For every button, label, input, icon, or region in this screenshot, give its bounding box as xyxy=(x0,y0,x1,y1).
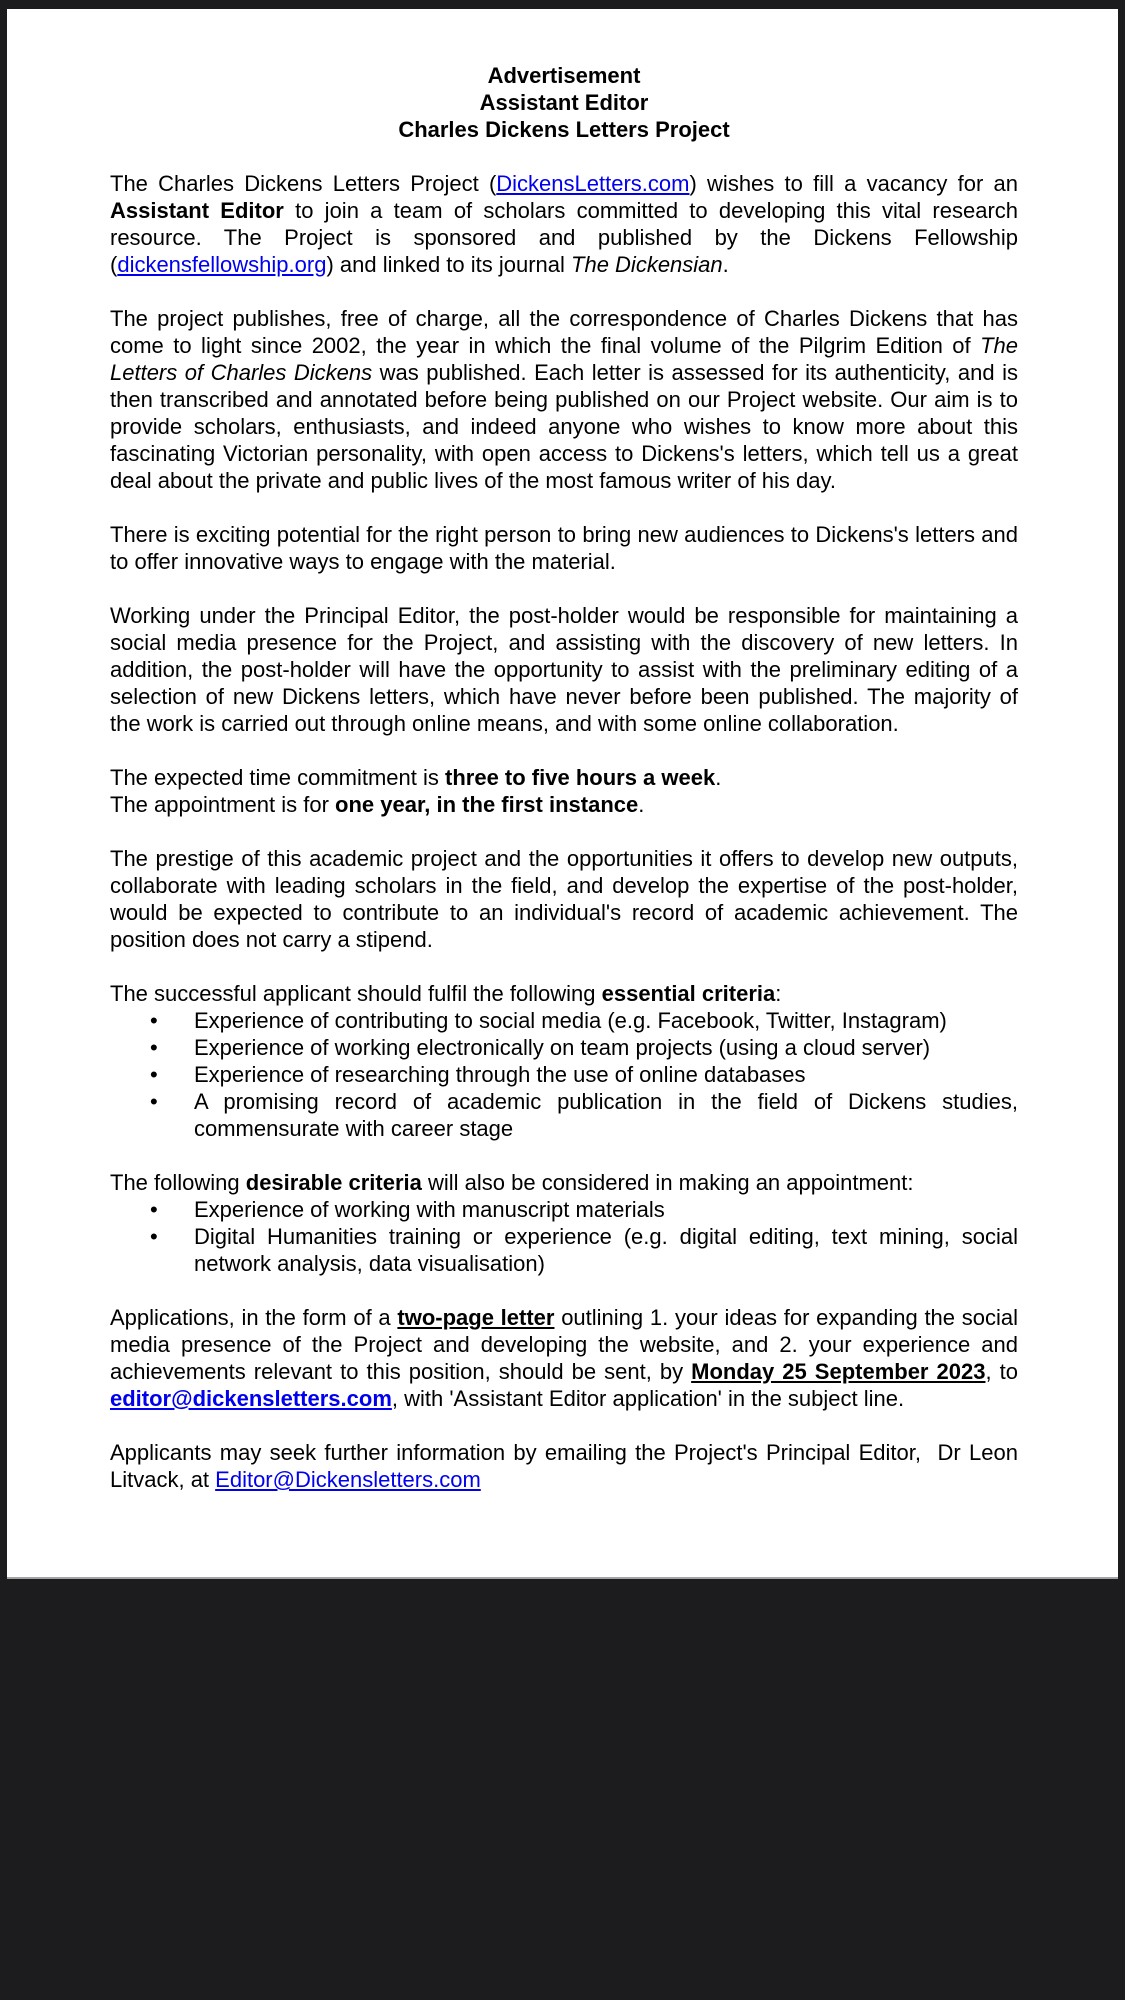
text-segment: The project publishes, free of charge, all the correspondence of Charles Dickens that has come to light since 2002, the year in which the final volume of the Pilgrim Edition of xyxy=(110,306,1018,358)
text-segment: The Dickensian xyxy=(571,252,723,277)
text-segment: A promising record of academic publication in the field of Dickens studies, commensurate with career stage xyxy=(194,1089,1018,1141)
title-line-role: Assistant Editor xyxy=(479,90,649,115)
paragraph-applications xyxy=(110,1304,1018,1412)
text-segment: The Letters of Charles Dickens xyxy=(110,333,1018,385)
document-title-block xyxy=(110,62,1018,143)
text-segment: , to xyxy=(985,1359,1018,1384)
text-segment: essential criteria xyxy=(601,981,776,1006)
line-appointment-term xyxy=(110,791,1018,818)
text-segment: one year, in the first instance xyxy=(335,792,639,817)
text-segment: The following xyxy=(110,1170,246,1195)
criteria-item xyxy=(194,1061,1018,1088)
essential-criteria-list xyxy=(110,1007,1018,1142)
text-segment: will also be considered in making an appointment: xyxy=(421,1170,914,1195)
paragraph-potential xyxy=(110,521,1018,575)
desirable-criteria-list xyxy=(110,1196,1018,1277)
paragraph-prestige xyxy=(110,845,1018,953)
text-segment: : xyxy=(775,981,782,1006)
criteria-item xyxy=(194,1034,1018,1061)
text-segment: The expected time commitment is xyxy=(110,765,446,790)
text-segment: Experience of working with manuscript materials xyxy=(194,1197,665,1222)
text-segment: ) and linked to its journal xyxy=(326,252,572,277)
document-body xyxy=(7,9,1118,1493)
text-segment: Assistant Editor xyxy=(110,198,284,223)
document-page xyxy=(7,9,1118,1579)
text-segment: , with 'Assistant Editor application' in the subject line. xyxy=(391,1386,905,1411)
text-segment: The successful applicant should fulfil the following xyxy=(110,981,602,1006)
text-segment: three to five hours a week xyxy=(445,765,716,790)
paragraph-vacancy xyxy=(110,170,1018,278)
text-segment: desirable criteria xyxy=(245,1170,422,1195)
inline-link[interactable]: editor@dickensletters.com xyxy=(110,1386,392,1411)
paragraph-further-information xyxy=(110,1439,1018,1493)
inline-link[interactable]: Editor@Dickensletters.com xyxy=(215,1467,481,1492)
text-segment: to join a team of scholars committed to developing this vital research resource. The Project is sponsored and published by the Dickens Fellowship ( xyxy=(110,198,1019,277)
text-segment: . xyxy=(715,765,722,790)
text-segment: Working under the Principal Editor, the post-holder would be responsible for maintaining a social media presence for the Project, and assisting with the discovery of new letters. In addition, the post-holder will have the opportunity to assist with the preliminary editing of a selection of new Dickens letters, which have never before been published. The majority of the work is carried out through online means, and with some online collaboration. xyxy=(110,603,1018,736)
text-segment: . xyxy=(638,792,645,817)
title-line-project: Charles Dickens Letters Project xyxy=(398,117,730,142)
text-segment: Experience of working electronically on team projects (using a cloud server) xyxy=(194,1035,931,1060)
text-segment: Experience of contributing to social media (e.g. Facebook, Twitter, Instagram) xyxy=(194,1008,947,1033)
text-segment: was published. Each letter is assessed for its authenticity, and is then transcribed and annotated before being published on our Project website. Our aim is to provide scholars, enthusiasts, and indeed anyone who wishes to know more about this fascinating Victorian personality, with open access to Dickens's letters, which tell us a great deal about the private and public lives of the most famous writer of his day. xyxy=(110,360,1019,493)
text-segment: Applications, in the form of a xyxy=(110,1305,398,1330)
inline-link[interactable]: dickensfellowship.org xyxy=(117,252,327,277)
text-segment: . xyxy=(722,252,729,277)
inline-link[interactable]: DickensLetters.com xyxy=(496,171,690,196)
text-segment: The appointment is for xyxy=(110,792,336,817)
essential-criteria-intro xyxy=(110,980,1018,1007)
text-segment: The Charles Dickens Letters Project ( xyxy=(110,171,497,196)
text-segment: outlining 1. your ideas for expanding the social media presence of the Project and developing the website, and 2. your experience and achievements relevant to this position, should be sent, by xyxy=(110,1305,1018,1384)
desirable-criteria-intro xyxy=(110,1169,1018,1196)
criteria-item xyxy=(194,1223,1018,1277)
text-segment: Monday 25 September 2023 xyxy=(691,1359,986,1384)
text-segment: There is exciting potential for the right person to bring new audiences to Dickens's letters and to offer innovative ways to engage with the material. xyxy=(110,522,1018,574)
paragraph-responsibilities xyxy=(110,602,1018,737)
paragraph-project-description xyxy=(110,305,1018,494)
text-segment: Digital Humanities training or experience (e.g. digital editing, text mining, social network analysis, data visualisation) xyxy=(194,1224,1018,1276)
text-segment: ) wishes to fill a vacancy for an xyxy=(689,171,1019,196)
criteria-item xyxy=(194,1196,1018,1223)
text-segment: two-page letter xyxy=(397,1305,555,1330)
criteria-item xyxy=(194,1007,1018,1034)
text-segment: The prestige of this academic project and the opportunities it offers to develop new outputs, collaborate with leading scholars in the field, and develop the expertise of the post-holder, would be expected to contribute to an individual's record of academic achievement. The position does not carry a stipend. xyxy=(110,846,1018,952)
text-segment: Experience of researching through the use of online databases xyxy=(194,1062,806,1087)
title-line-advertisement: Advertisement xyxy=(487,63,641,88)
line-time-commitment xyxy=(110,764,1018,791)
text-segment: Applicants may seek further information by emailing the Project's Principal Editor, Dr Leon Litvack, at xyxy=(110,1440,1018,1492)
criteria-item xyxy=(194,1088,1018,1142)
